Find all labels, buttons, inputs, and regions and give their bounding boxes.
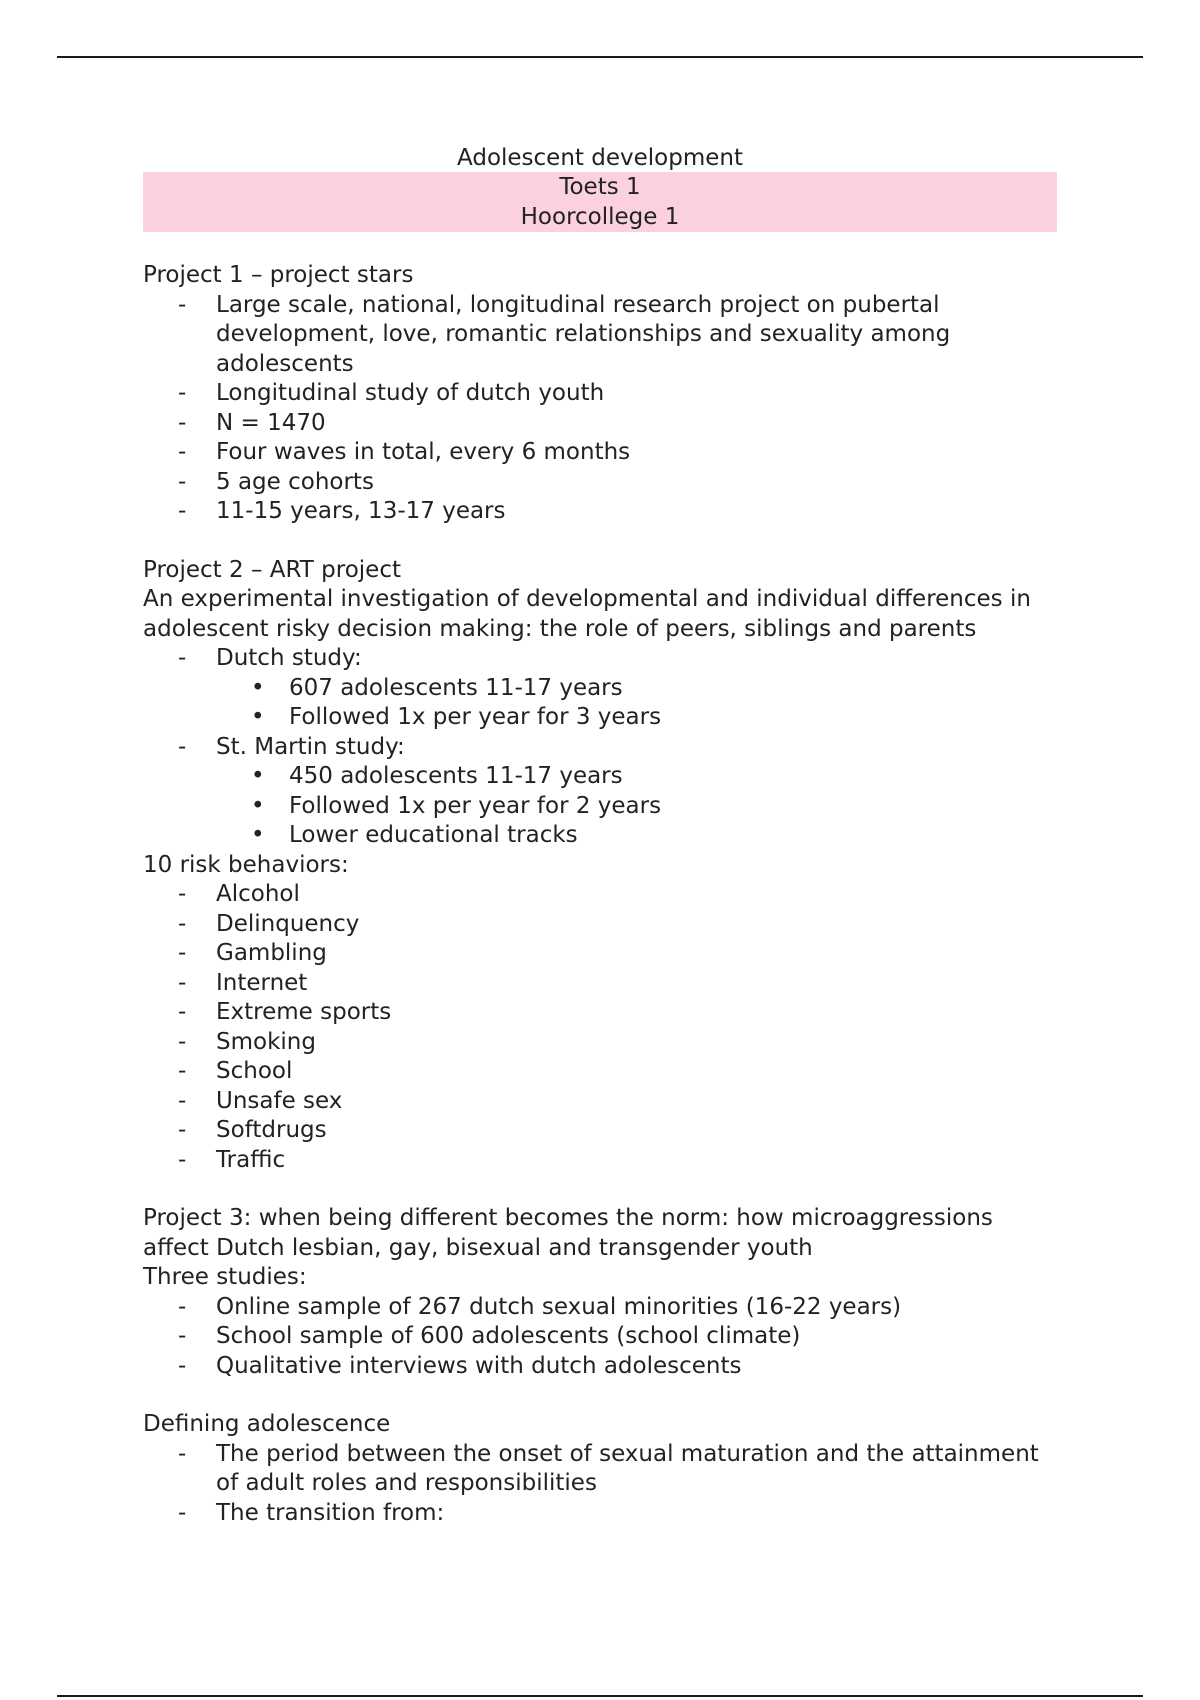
defining-list xyxy=(143,1440,1063,1529)
list-item: - 5 age cohorts xyxy=(216,468,1063,498)
subtitle-hoorcollege: Hoorcollege 1 xyxy=(520,204,680,230)
list-item: - N = 1470 xyxy=(216,409,1063,439)
list-item: • 607 adolescents 11-17 years xyxy=(289,674,1063,704)
subtitle-toets: Toets 1 xyxy=(559,174,641,200)
list-item: - Alcohol xyxy=(216,880,1063,910)
project3-list xyxy=(143,1293,1063,1382)
study-dutch xyxy=(216,644,1063,733)
list-item: - Four waves in total, every 6 months xyxy=(216,438,1063,468)
list-item: - The transition from: xyxy=(216,1499,1063,1529)
project1-heading: Project 1 – project stars xyxy=(143,262,414,288)
list-item: • 450 adolescents 11-17 years xyxy=(289,762,1063,792)
document-title: Adolescent development xyxy=(457,145,743,171)
list-item: - Softdrugs xyxy=(216,1116,1063,1146)
list-item: - Online sample of 267 dutch sexual minorities (16-22 years) xyxy=(216,1293,1063,1323)
list-item: - School xyxy=(216,1057,1063,1087)
list-item: - Longitudinal study of dutch youth xyxy=(216,379,1063,409)
top-rule xyxy=(57,56,1143,58)
bottom-rule xyxy=(57,1695,1143,1697)
study-label: Dutch study: xyxy=(216,645,362,671)
list-item: - Traffic xyxy=(216,1146,1063,1176)
list-item: - Delinquency xyxy=(216,910,1063,940)
project1-list xyxy=(143,291,1063,527)
list-item: - Qualitative interviews with dutch adolescents xyxy=(216,1352,1063,1382)
study-details xyxy=(216,674,1063,733)
study-label: St. Martin study: xyxy=(216,733,405,760)
list-item: - Extreme sports xyxy=(216,998,1063,1028)
study-st-martin xyxy=(216,733,1063,851)
list-item: - Unsafe sex xyxy=(216,1087,1063,1117)
title-block xyxy=(0,172,1200,232)
project2-heading: Project 2 – ART project xyxy=(143,556,401,583)
list-item: - School sample of 600 adolescents (school climate) xyxy=(216,1322,1063,1352)
list-item: • Followed 1x per year for 3 years xyxy=(289,703,1063,733)
risk-behaviors-list xyxy=(143,880,1063,1175)
list-item: - The period between the onset of sexual maturation and the attainment of adult roles and responsibilities xyxy=(216,1440,1063,1499)
list-item: - Internet xyxy=(216,969,1063,999)
list-item: - 11-15 years, 13-17 years xyxy=(216,497,1063,527)
list-item: • Lower educational tracks xyxy=(289,821,1063,851)
list-item: - Gambling xyxy=(216,939,1063,969)
document-body xyxy=(143,261,1063,1528)
project3-heading: Project 3: when being different becomes the norm: how microaggressions affect Dutch lesbian, gay, bisexual and transgender youth xyxy=(143,1205,993,1261)
risk-behaviors-heading: 10 risk behaviors: xyxy=(143,851,349,878)
list-item: - Large scale, national, longitudinal research project on pubertal development, love, romantic relationships and sexuality among adolescents xyxy=(216,291,1063,380)
list-item: - Smoking xyxy=(216,1028,1063,1058)
study-details xyxy=(216,762,1063,851)
list-item: • Followed 1x per year for 2 years xyxy=(289,792,1063,822)
project2-studies xyxy=(143,644,1063,851)
project3-studies-heading: Three studies: xyxy=(143,1264,307,1290)
project2-description: An experimental investigation of developmental and individual differences in adolescent risky decision making: the role of peers, siblings and parents xyxy=(143,586,1031,642)
defining-heading: Defining adolescence xyxy=(143,1411,391,1437)
